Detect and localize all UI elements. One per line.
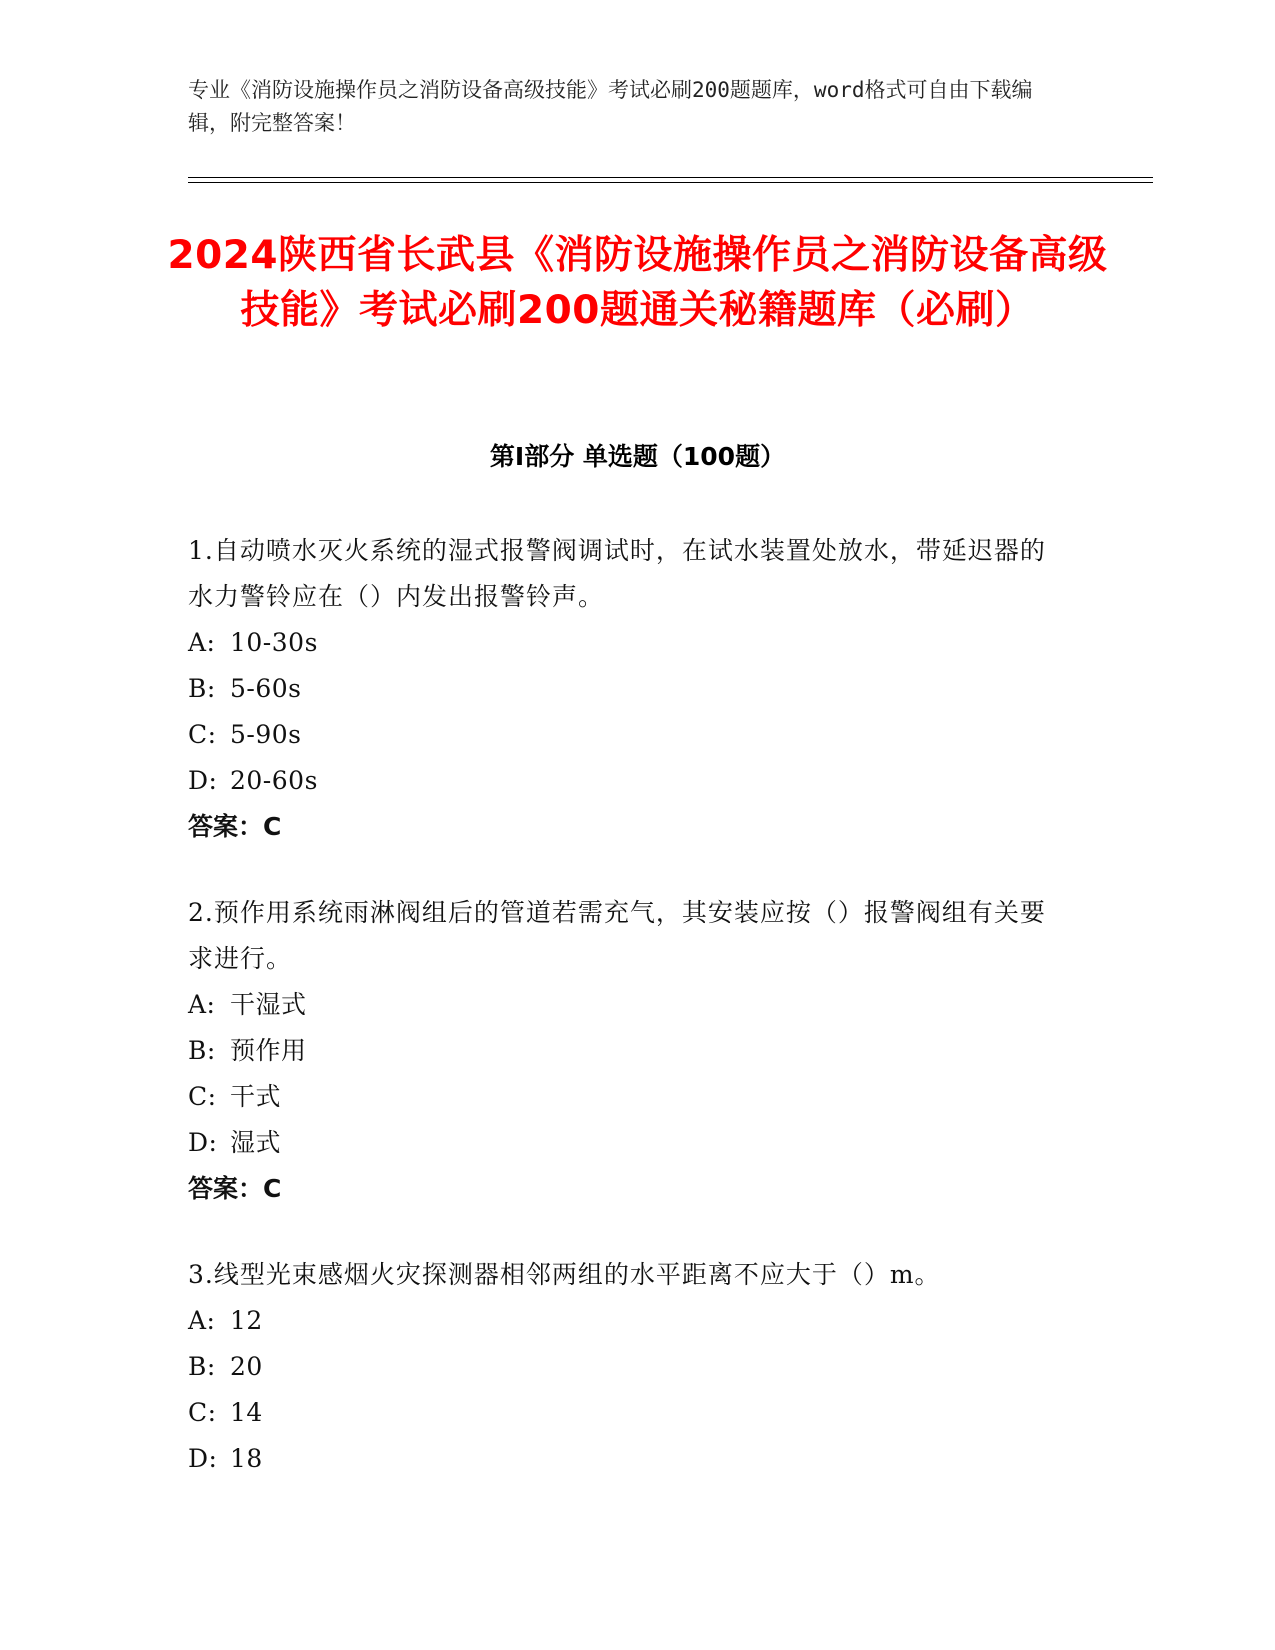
option-c xyxy=(188,1074,1068,1120)
header-note: 专业《消防设施操作员之消防设备高级技能》考试必刷200题题库，word格式可自由下载编辑，附完整答案！ xyxy=(188,78,1033,135)
question-1 xyxy=(188,528,1068,850)
option-key: D: xyxy=(188,1444,218,1473)
option-text: 干湿式 xyxy=(230,990,307,1019)
option-text: 18 xyxy=(230,1444,263,1473)
option-b xyxy=(188,1344,1068,1390)
option-a xyxy=(188,620,1068,666)
option-key: B: xyxy=(188,1036,216,1065)
document-title: 2024陕西省长武县《消防设施操作员之消防设备高级技能》考试必刷200题通关秘籍题库（必刷） xyxy=(167,233,1108,333)
option-d xyxy=(188,758,1068,804)
option-key: B: xyxy=(188,1352,216,1381)
question-3 xyxy=(188,1252,1068,1482)
option-c xyxy=(188,712,1068,758)
option-text: 10-30s xyxy=(230,628,318,657)
question-stem: 1.自动喷水灭火系统的湿式报警阀调试时，在试水装置处放水，带延迟器的水力警铃应在（）内发出报警铃声。 xyxy=(188,536,1046,611)
option-text: 干式 xyxy=(230,1082,282,1111)
option-b xyxy=(188,1028,1068,1074)
option-key: C: xyxy=(188,720,217,749)
option-c xyxy=(188,1390,1068,1436)
option-d xyxy=(188,1120,1068,1166)
option-key: D: xyxy=(188,766,218,795)
option-a xyxy=(188,1298,1068,1344)
option-text: 20-60s xyxy=(230,766,318,795)
option-text: 14 xyxy=(230,1398,263,1427)
option-text: 5-60s xyxy=(230,674,302,703)
question-stem: 3.线型光束感烟火灾探测器相邻两组的水平距离不应大于（）m。 xyxy=(188,1260,941,1289)
section-title: 第Ⅰ部分 单选题（100题） xyxy=(489,442,786,471)
answer: 答案：C xyxy=(188,1174,282,1203)
option-key: A: xyxy=(188,1306,216,1335)
header-divider-bottom xyxy=(188,182,1153,183)
option-key: B: xyxy=(188,674,216,703)
option-b xyxy=(188,666,1068,712)
answer: 答案：C xyxy=(188,812,282,841)
option-key: C: xyxy=(188,1398,217,1427)
option-key: A: xyxy=(188,628,216,657)
option-key: C: xyxy=(188,1082,217,1111)
header-divider-top xyxy=(188,177,1153,178)
option-text: 20 xyxy=(230,1352,263,1381)
option-key: A: xyxy=(188,990,216,1019)
option-key: D: xyxy=(188,1128,218,1157)
question-list xyxy=(188,528,1068,1522)
question-stem: 2.预作用系统雨淋阀组后的管道若需充气，其安装应按（）报警阀组有关要求进行。 xyxy=(188,898,1046,973)
option-d xyxy=(188,1436,1068,1482)
option-text: 12 xyxy=(230,1306,263,1335)
option-text: 湿式 xyxy=(230,1128,282,1157)
option-a xyxy=(188,982,1068,1028)
option-text: 预作用 xyxy=(230,1036,307,1065)
option-text: 5-90s xyxy=(230,720,302,749)
question-2 xyxy=(188,890,1068,1212)
